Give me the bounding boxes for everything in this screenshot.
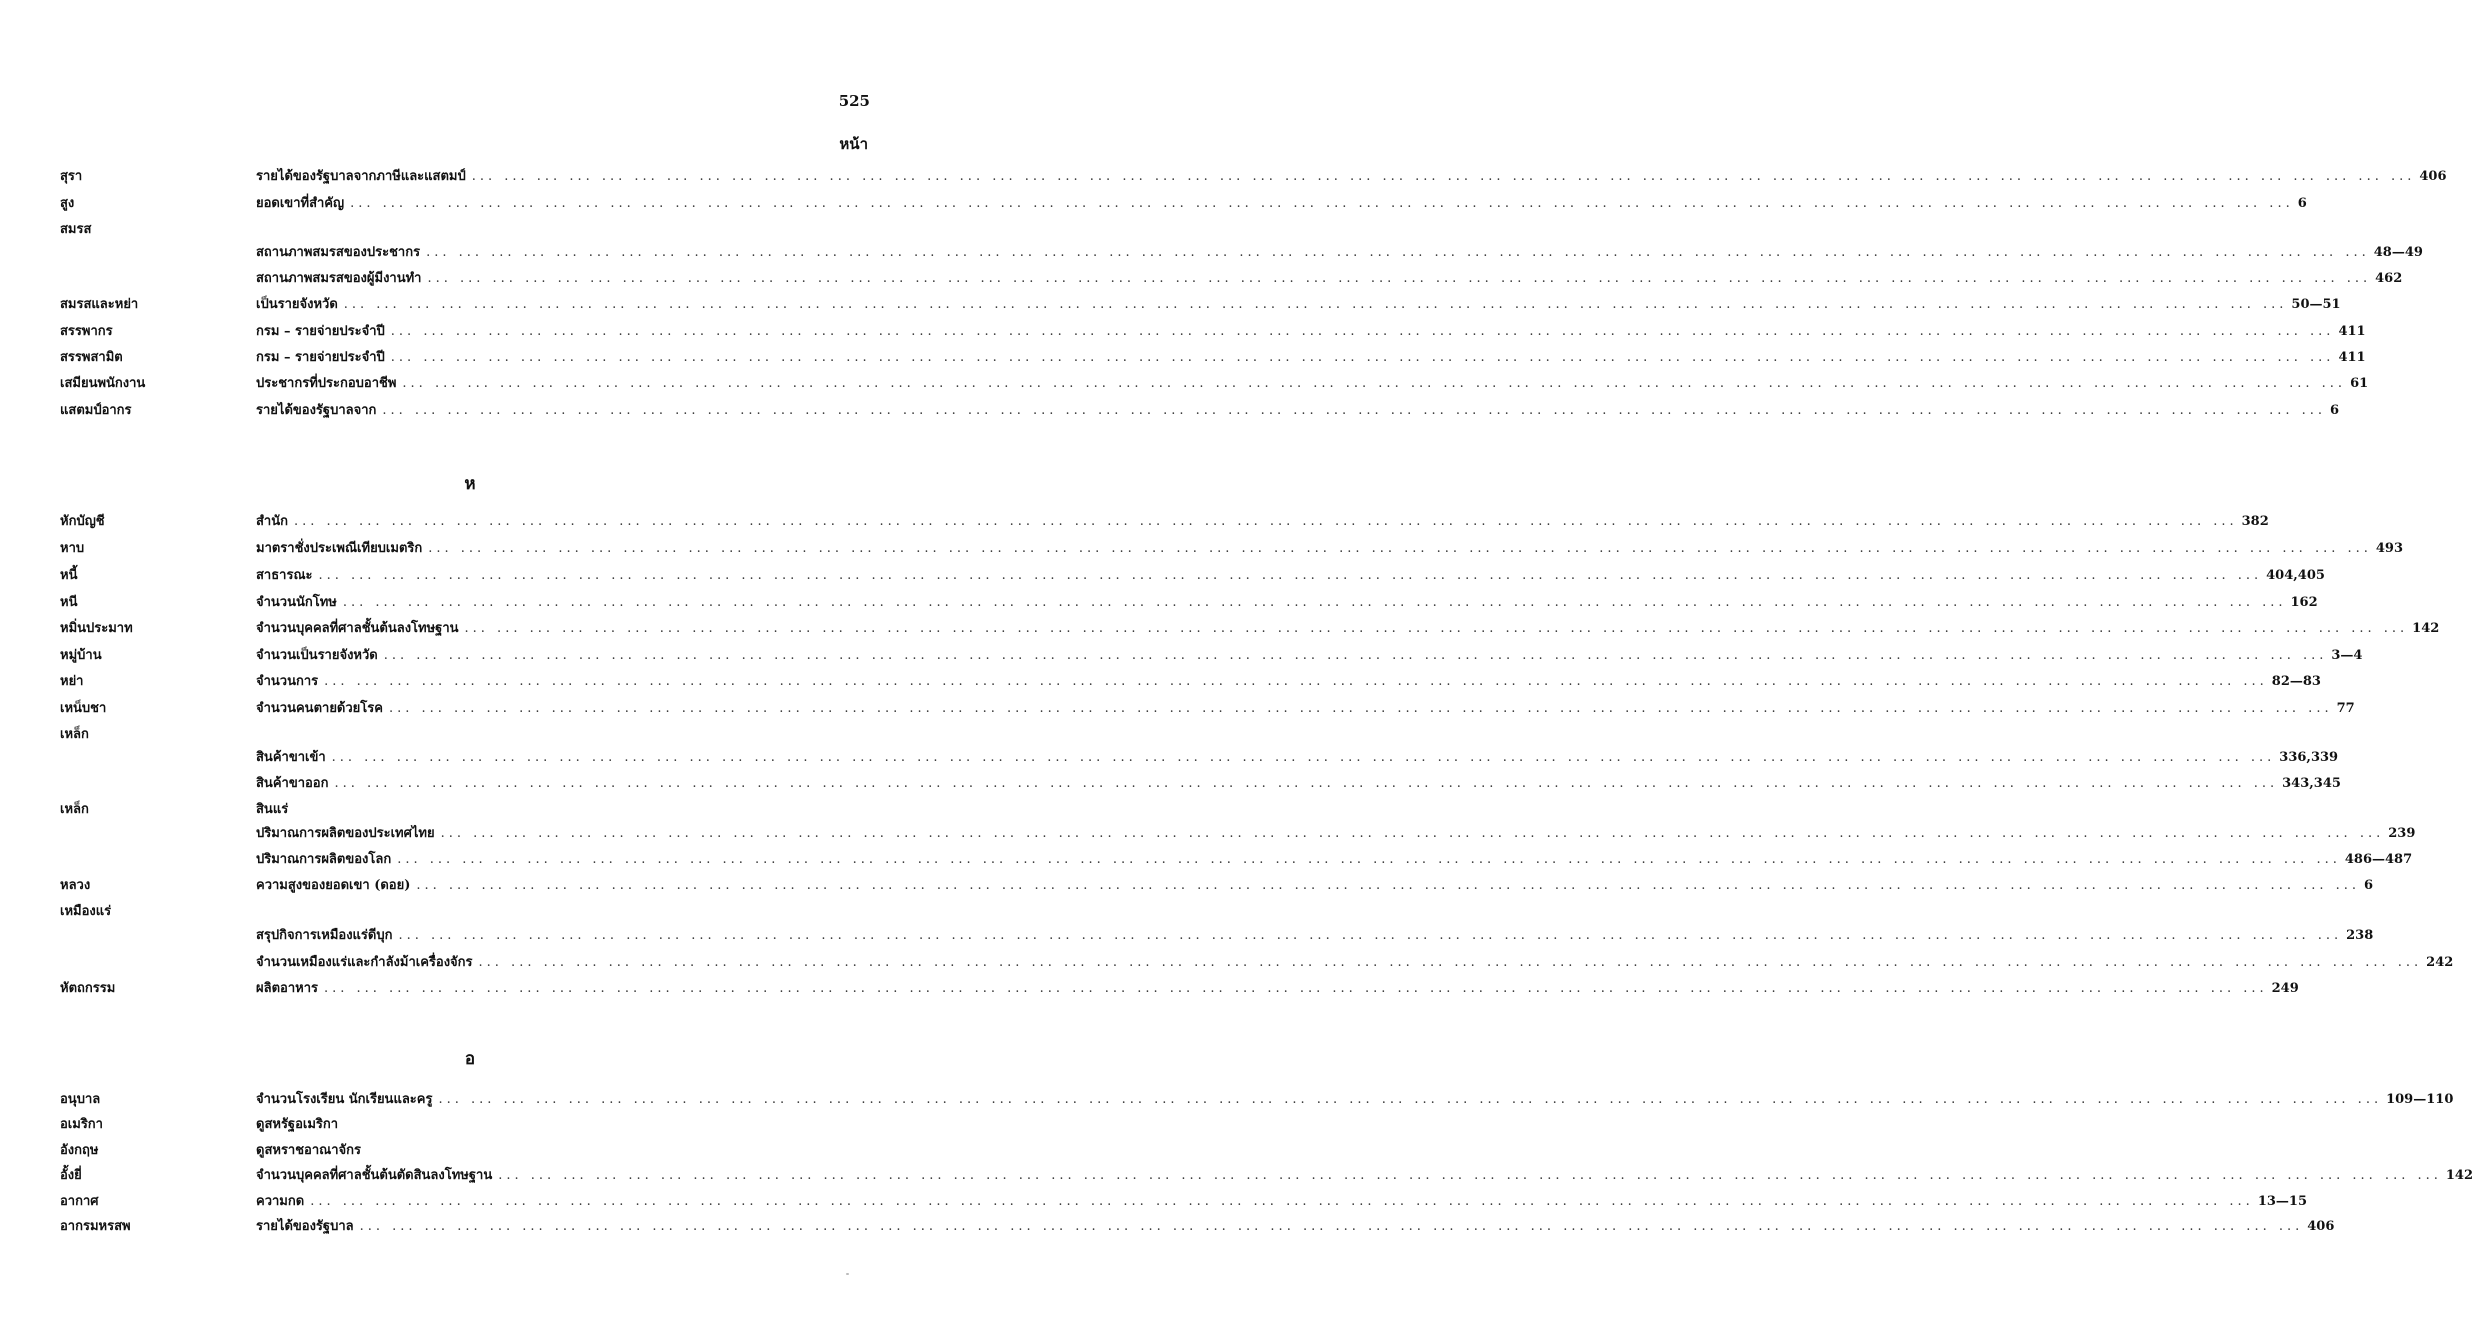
- index-term: เหล็ก: [60, 802, 89, 817]
- index-row: [0, 373, 2369, 395]
- index-row: [0, 645, 2363, 667]
- dot-leader: ... ... ... ... ... ... ... ... ... ... ... ... ... ... ... ... ... ... ... ... ... ... ... ... ... ... ... ... ... ... ... ... ... ... ... ... ... ... ... ... ... ... ... ... ... ... ... ... ... ... ... ... ... ... ... ... ... ... ... ...: [388, 701, 2333, 716]
- index-row: [0, 747, 2339, 769]
- index-row: [0, 242, 2423, 264]
- index-row: [0, 1165, 2473, 1187]
- index-term: สูง: [60, 196, 75, 211]
- dot-leader: ... ... ... ... ... ... ... ... ... ... ... ... ... ... ... ... ... ... ... ... ... ... ... ... ... ... ... ... ... ... ... ... ... ... ... ... ... ... ... ... ... ... ... ... ... ... ... ... ... ... ... ... ... ... ... ... ... ... ... ...: [427, 271, 2372, 286]
- index-row: [0, 538, 2404, 560]
- index-entry: [256, 978, 2299, 1000]
- dot-leader: ... ... ... ... ... ... ... ... ... ... ... ... ... ... ... ... ... ... ... ... ... ... ... ... ... ... ... ... ... ... ... ... ... ... ... ... ... ... ... ... ... ... ... ... ... ... ... ... ... ... ... ... ... ... ... ... ... ... ... ...: [428, 541, 2372, 556]
- index-row: [0, 799, 941, 821]
- index-row: [0, 166, 2447, 188]
- index-page-ref: 249: [2271, 981, 2299, 996]
- index-description: สินแร่: [256, 802, 289, 817]
- index-page-ref: 61: [2350, 376, 2369, 391]
- index-description: กรม – รายจ่ายประจำปี: [256, 324, 385, 339]
- index-term: หัตถกรรม: [60, 981, 116, 996]
- index-row: [0, 400, 2340, 422]
- index-row: [0, 1140, 941, 1162]
- index-description: ความกด: [256, 1194, 305, 1209]
- index-term: เหล็ก: [60, 727, 89, 742]
- index-description: สาธารณะ: [256, 568, 313, 583]
- index-page-ref: 406: [2307, 1219, 2335, 1234]
- index-term: เสมียนพนักงาน: [60, 376, 146, 391]
- index-page-ref: 486—487: [2344, 852, 2413, 867]
- dot-leader: ... ... ... ... ... ... ... ... ... ... ... ... ... ... ... ... ... ... ... ... ... ... ... ... ... ... ... ... ... ... ... ... ... ... ... ... ... ... ... ... ... ... ... ... ... ... ... ... ... ... ... ... ... ... ... ... ... ... ... ...: [471, 169, 2416, 184]
- index-page-ref: 82—83: [2271, 674, 2321, 689]
- index-description: สรุปกิจการเหมืองแร่ดีบุก: [256, 928, 393, 943]
- index-page-ref: 109—110: [2386, 1092, 2454, 1107]
- dot-leader: ... ... ... ... ... ... ... ... ... ... ... ... ... ... ... ... ... ... ... ... ... ... ... ... ... ... ... ... ... ... ... ... ... ... ... ... ... ... ... ... ... ... ... ... ... ... ... ... ... ... ... ... ... ... ... ... ... ... ... ...: [350, 196, 2294, 211]
- index-page-ref: 142: [2445, 1168, 2473, 1183]
- index-term: หนี: [60, 595, 78, 610]
- dot-leader: ... ... ... ... ... ... ... ... ... ... ... ... ... ... ... ... ... ... ... ... ... ... ... ... ... ... ... ... ... ... ... ... ... ... ... ... ... ... ... ... ... ... ... ... ... ... ... ... ... ... ... ... ... ... ... ... ... ... ... ...: [382, 403, 2327, 418]
- index-page-ref: 48—49: [2373, 245, 2423, 260]
- index-row: [0, 1114, 941, 1136]
- index-description: จำนวนเป็นรายจังหวัด: [256, 648, 378, 663]
- index-row: [0, 592, 2318, 614]
- index-description: สำนัก: [256, 514, 288, 529]
- index-description: สถานภาพสมรสของประชากร: [256, 245, 421, 260]
- index-entry: [256, 219, 868, 241]
- index-description: จำนวนบุคคลที่ศาลชั้นต้นลงโทษฐาน: [256, 621, 459, 636]
- dot-leader: ... ... ... ... ... ... ... ... ... ... ... ... ... ... ... ... ... ... ... ... ... ... ... ... ... ... ... ... ... ... ... ... ... ... ... ... ... ... ... ... ... ... ... ... ... ... ... ... ... ... ... ... ... ... ... ... ... ... ... ...: [390, 350, 2335, 365]
- index-row: [0, 901, 941, 923]
- index-page-ref: 411: [2338, 350, 2366, 365]
- index-page-ref: 77: [2336, 701, 2355, 716]
- index-description: กรม – รายจ่ายประจำปี: [256, 350, 385, 365]
- index-term: แสตมป์อากร: [60, 403, 132, 418]
- index-term: หมิ่นประมาท: [60, 621, 133, 636]
- index-entry: [256, 773, 2341, 795]
- index-term: อังกฤษ: [60, 1143, 99, 1158]
- index-entry: [256, 799, 868, 821]
- index-entry: [256, 373, 2369, 395]
- index-entry: [256, 925, 2374, 947]
- index-entry: [256, 242, 2423, 264]
- index-entry: [256, 511, 2269, 533]
- index-page-ref: 238: [2346, 928, 2374, 943]
- index-row: [0, 1191, 2308, 1213]
- dot-leader: ... ... ... ... ... ... ... ... ... ... ... ... ... ... ... ... ... ... ... ... ... ... ... ... ... ... ... ... ... ... ... ... ... ... ... ... ... ... ... ... ... ... ... ... ... ... ... ... ... ... ... ... ... ... ... ... ... ... ... ...: [416, 878, 2361, 893]
- index-description: รายได้ของรัฐบาลจาก: [256, 403, 377, 418]
- index-description: ยอดเขาที่สำคัญ: [256, 196, 345, 211]
- index-row: [0, 823, 2416, 845]
- index-description: ประชากรที่ประกอบอาชีพ: [256, 376, 397, 391]
- index-entry: [256, 538, 2404, 560]
- dot-leader: ... ... ... ... ... ... ... ... ... ... ... ... ... ... ... ... ... ... ... ... ... ... ... ... ... ... ... ... ... ... ... ... ... ... ... ... ... ... ... ... ... ... ... ... ... ... ... ... ... ... ... ... ... ... ... ... ... ... ... ...: [402, 376, 2347, 391]
- index-row: [0, 565, 2325, 587]
- index-entry: [256, 724, 868, 746]
- index-term: สมรส: [60, 222, 92, 237]
- index-term: หาบ: [60, 541, 85, 556]
- index-entry: [256, 901, 868, 923]
- index-description: สินค้าขาเข้า: [256, 750, 326, 765]
- index-page-ref: 50—51: [2291, 297, 2341, 312]
- index-term: หมู่บ้าน: [60, 648, 102, 663]
- index-term: สรรพสามิต: [60, 350, 123, 365]
- index-entry: [256, 400, 2340, 422]
- index-term: สมรสและหย่า: [60, 297, 139, 312]
- index-page-ref: 239: [2388, 826, 2416, 841]
- index-entry: [256, 1191, 2308, 1213]
- dot-leader: ... ... ... ... ... ... ... ... ... ... ... ... ... ... ... ... ... ... ... ... ... ... ... ... ... ... ... ... ... ... ... ... ... ... ... ... ... ... ... ... ... ... ... ... ... ... ... ... ... ... ... ... ... ... ... ... ... ... ... ...: [397, 852, 2341, 867]
- index-row: [0, 347, 2366, 369]
- index-term: อากรมหรสพ: [60, 1219, 131, 1234]
- index-page-ref: 162: [2290, 595, 2318, 610]
- index-row: [0, 268, 2403, 290]
- index-page-ref: 411: [2338, 324, 2366, 339]
- index-entry: [256, 268, 2403, 290]
- index-description: ปริมาณการผลิตของประเทศไทย: [256, 826, 435, 841]
- index-term: เหมืองแร่: [60, 904, 112, 919]
- index-page-ref: 6: [2330, 403, 2340, 418]
- index-term: สุรา: [60, 169, 83, 184]
- index-description: จำนวนการ: [256, 674, 319, 689]
- index-row: [0, 849, 2413, 871]
- index-entry: [256, 1216, 2335, 1238]
- index-term: สรรพากร: [60, 324, 113, 339]
- index-description: จำนวนคนตายด้วยโรค: [256, 701, 383, 716]
- index-entry: [256, 565, 2325, 587]
- index-row: [0, 219, 941, 241]
- dot-leader: ... ... ... ... ... ... ... ... ... ... ... ... ... ... ... ... ... ... ... ... ... ... ... ... ... ... ... ... ... ... ... ... ... ... ... ... ... ... ... ... ... ... ... ... ... ... ... ... ... ... ... ... ... ... ... ... ... ... ... ...: [390, 324, 2335, 339]
- index-page-ref: 336,339: [2279, 750, 2339, 765]
- index-row: [0, 1216, 2335, 1238]
- index-entry: [256, 193, 2307, 215]
- index-page-ref: 406: [2419, 169, 2447, 184]
- dot-leader: ... ... ... ... ... ... ... ... ... ... ... ... ... ... ... ... ... ... ... ... ... ... ... ... ... ... ... ... ... ... ... ... ... ... ... ... ... ... ... ... ... ... ... ... ... ... ... ... ... ... ... ... ... ... ... ... ... ... ... ...: [342, 595, 2287, 610]
- index-page-ref: 142: [2412, 621, 2440, 636]
- scan-speck: [846, 1273, 849, 1275]
- index-entry: [256, 849, 2413, 871]
- index-description: เป็นรายจังหวัด: [256, 297, 338, 312]
- index-page-ref: 462: [2375, 271, 2403, 286]
- index-row: [0, 875, 2374, 897]
- index-description: จำนวนนักโทษ: [256, 595, 337, 610]
- index-row: [0, 724, 941, 746]
- index-page-ref: 3—4: [2331, 648, 2363, 663]
- index-term: หลวง: [60, 878, 91, 893]
- index-page-ref: 6: [2364, 878, 2374, 893]
- index-entry: [256, 1140, 868, 1162]
- index-entry: [256, 618, 2440, 640]
- dot-leader: ... ... ... ... ... ... ... ... ... ... ... ... ... ... ... ... ... ... ... ... ... ... ... ... ... ... ... ... ... ... ... ... ... ... ... ... ... ... ... ... ... ... ... ... ... ... ... ... ... ... ... ... ... ... ... ... ... ... ... ...: [324, 981, 2268, 996]
- index-description: จำนวนโรงเรียน นักเรียนและครู: [256, 1092, 433, 1107]
- dot-leader: ... ... ... ... ... ... ... ... ... ... ... ... ... ... ... ... ... ... ... ... ... ... ... ... ... ... ... ... ... ... ... ... ... ... ... ... ... ... ... ... ... ... ... ... ... ... ... ... ... ... ... ... ... ... ... ... ... ... ... ...: [334, 776, 2279, 791]
- index-description: จำนวนเหมืองแร่และกำลังม้าเครื่องจักร: [256, 955, 473, 970]
- index-row: [0, 511, 2269, 533]
- index-description: สถานภาพสมรสของผู้มีงานทำ: [256, 271, 422, 286]
- index-term: เหน็บชา: [60, 701, 107, 716]
- dot-leader: ... ... ... ... ... ... ... ... ... ... ... ... ... ... ... ... ... ... ... ... ... ... ... ... ... ... ... ... ... ... ... ... ... ... ... ... ... ... ... ... ... ... ... ... ... ... ... ... ... ... ... ... ... ... ... ... ... ... ... ...: [294, 514, 2238, 529]
- index-entry: [256, 1165, 2473, 1187]
- index-page-ref: 6: [2297, 196, 2307, 211]
- index-description: ดูสหราชอาณาจักร: [256, 1143, 361, 1158]
- index-page-ref: 404,405: [2266, 568, 2325, 583]
- index-row: [0, 294, 2341, 316]
- index-entry: [256, 747, 2339, 769]
- dot-leader: ... ... ... ... ... ... ... ... ... ... ... ... ... ... ... ... ... ... ... ... ... ... ... ... ... ... ... ... ... ... ... ... ... ... ... ... ... ... ... ... ... ... ... ... ... ... ... ... ... ... ... ... ... ... ... ... ... ... ... ...: [426, 245, 2370, 260]
- index-description: รายได้ของรัฐบาลจากภาษีและแสตมป์: [256, 169, 466, 184]
- index-entry: [256, 1114, 868, 1136]
- index-page-ref: 382: [2241, 514, 2269, 529]
- dot-leader: ... ... ... ... ... ... ... ... ... ... ... ... ... ... ... ... ... ... ... ... ... ... ... ... ... ... ... ... ... ... ... ... ... ... ... ... ... ... ... ... ... ... ... ... ... ... ... ... ... ... ... ... ... ... ... ... ... ... ... ...: [438, 1092, 2383, 1107]
- section-letter: อ: [464, 1049, 476, 1069]
- index-entry: [256, 671, 2321, 693]
- index-row: [0, 193, 2307, 215]
- dot-leader: ... ... ... ... ... ... ... ... ... ... ... ... ... ... ... ... ... ... ... ... ... ... ... ... ... ... ... ... ... ... ... ... ... ... ... ... ... ... ... ... ... ... ... ... ... ... ... ... ... ... ... ... ... ... ... ... ... ... ... ...: [498, 1168, 2442, 1183]
- index-entry: [256, 166, 2447, 188]
- index-term: หักบัญชี: [60, 514, 105, 529]
- index-row: [0, 671, 2321, 693]
- index-page-ref: 13—15: [2257, 1194, 2308, 1209]
- index-page-ref: 343,345: [2282, 776, 2341, 791]
- index-term: อากาศ: [60, 1194, 99, 1209]
- index-row: [0, 698, 2355, 720]
- index-row: [0, 618, 2440, 640]
- index-page-ref: 493: [2375, 541, 2404, 556]
- index-description: ดูสหรัฐอเมริกา: [256, 1117, 339, 1132]
- index-description: รายได้ของรัฐบาล: [256, 1219, 354, 1234]
- dot-leader: ... ... ... ... ... ... ... ... ... ... ... ... ... ... ... ... ... ... ... ... ... ... ... ... ... ... ... ... ... ... ... ... ... ... ... ... ... ... ... ... ... ... ... ... ... ... ... ... ... ... ... ... ... ... ... ... ... ... ... ...: [478, 955, 2423, 970]
- index-term: อเมริกา: [60, 1117, 103, 1132]
- index-description: จำนวนบุคคลที่ศาลชั้นต้นตัดสินลงโทษฐาน: [256, 1168, 493, 1183]
- index-term: หนี้: [60, 568, 78, 583]
- index-term: อั้งยี่: [60, 1168, 82, 1183]
- index-term: หย่า: [60, 674, 84, 689]
- index-entry: [256, 294, 2341, 316]
- page-number: 525: [838, 92, 870, 110]
- dot-leader: ... ... ... ... ... ... ... ... ... ... ... ... ... ... ... ... ... ... ... ... ... ... ... ... ... ... ... ... ... ... ... ... ... ... ... ... ... ... ... ... ... ... ... ... ... ... ... ... ... ... ... ... ... ... ... ... ... ... ... ...: [331, 750, 2276, 765]
- index-description: ผลิตอาหาร: [256, 981, 318, 996]
- index-row: [0, 321, 2366, 343]
- dot-leader: ... ... ... ... ... ... ... ... ... ... ... ... ... ... ... ... ... ... ... ... ... ... ... ... ... ... ... ... ... ... ... ... ... ... ... ... ... ... ... ... ... ... ... ... ... ... ... ... ... ... ... ... ... ... ... ... ... ... ... ...: [464, 621, 2409, 636]
- dot-leader: ... ... ... ... ... ... ... ... ... ... ... ... ... ... ... ... ... ... ... ... ... ... ... ... ... ... ... ... ... ... ... ... ... ... ... ... ... ... ... ... ... ... ... ... ... ... ... ... ... ... ... ... ... ... ... ... ... ... ... ...: [318, 568, 2263, 583]
- index-row: [0, 952, 2454, 974]
- dot-leader: ... ... ... ... ... ... ... ... ... ... ... ... ... ... ... ... ... ... ... ... ... ... ... ... ... ... ... ... ... ... ... ... ... ... ... ... ... ... ... ... ... ... ... ... ... ... ... ... ... ... ... ... ... ... ... ... ... ... ... ...: [383, 648, 2328, 663]
- index-description: ความสูงของยอดเขา (ดอย): [256, 878, 411, 893]
- dot-leader: ... ... ... ... ... ... ... ... ... ... ... ... ... ... ... ... ... ... ... ... ... ... ... ... ... ... ... ... ... ... ... ... ... ... ... ... ... ... ... ... ... ... ... ... ... ... ... ... ... ... ... ... ... ... ... ... ... ... ... ...: [398, 928, 2343, 943]
- index-row: [0, 978, 2299, 1000]
- index-row: [0, 1089, 2454, 1111]
- index-entry: [256, 698, 2355, 720]
- index-entry: [256, 952, 2454, 974]
- index-row: [0, 773, 2341, 795]
- index-entry: [256, 875, 2374, 897]
- index-entry: [256, 1089, 2454, 1111]
- index-description: มาตราชั่งประเพณีเทียบเมตริก: [256, 541, 423, 556]
- index-term: อนุบาล: [60, 1092, 101, 1107]
- dot-leader: ... ... ... ... ... ... ... ... ... ... ... ... ... ... ... ... ... ... ... ... ... ... ... ... ... ... ... ... ... ... ... ... ... ... ... ... ... ... ... ... ... ... ... ... ... ... ... ... ... ... ... ... ... ... ... ... ... ... ... ...: [359, 1219, 2304, 1234]
- dot-leader: ... ... ... ... ... ... ... ... ... ... ... ... ... ... ... ... ... ... ... ... ... ... ... ... ... ... ... ... ... ... ... ... ... ... ... ... ... ... ... ... ... ... ... ... ... ... ... ... ... ... ... ... ... ... ... ... ... ... ... ...: [440, 826, 2385, 841]
- index-description: สินค้าขาออก: [256, 776, 329, 791]
- dot-leader: ... ... ... ... ... ... ... ... ... ... ... ... ... ... ... ... ... ... ... ... ... ... ... ... ... ... ... ... ... ... ... ... ... ... ... ... ... ... ... ... ... ... ... ... ... ... ... ... ... ... ... ... ... ... ... ... ... ... ... ...: [324, 674, 2268, 689]
- index-entry: [256, 347, 2366, 369]
- section-letter: ห: [464, 474, 476, 494]
- index-entry: [256, 645, 2363, 667]
- index-entry: [256, 592, 2318, 614]
- index-entry: [256, 823, 2416, 845]
- dot-leader: ... ... ... ... ... ... ... ... ... ... ... ... ... ... ... ... ... ... ... ... ... ... ... ... ... ... ... ... ... ... ... ... ... ... ... ... ... ... ... ... ... ... ... ... ... ... ... ... ... ... ... ... ... ... ... ... ... ... ... ...: [310, 1194, 2254, 1209]
- dot-leader: ... ... ... ... ... ... ... ... ... ... ... ... ... ... ... ... ... ... ... ... ... ... ... ... ... ... ... ... ... ... ... ... ... ... ... ... ... ... ... ... ... ... ... ... ... ... ... ... ... ... ... ... ... ... ... ... ... ... ... ...: [343, 297, 2288, 312]
- page-column-header: หน้า: [839, 135, 868, 153]
- index-description: ปริมาณการผลิตของโลก: [256, 852, 392, 867]
- index-entry: [256, 321, 2366, 343]
- index-row: [0, 925, 2374, 947]
- index-page-ref: 242: [2426, 955, 2454, 970]
